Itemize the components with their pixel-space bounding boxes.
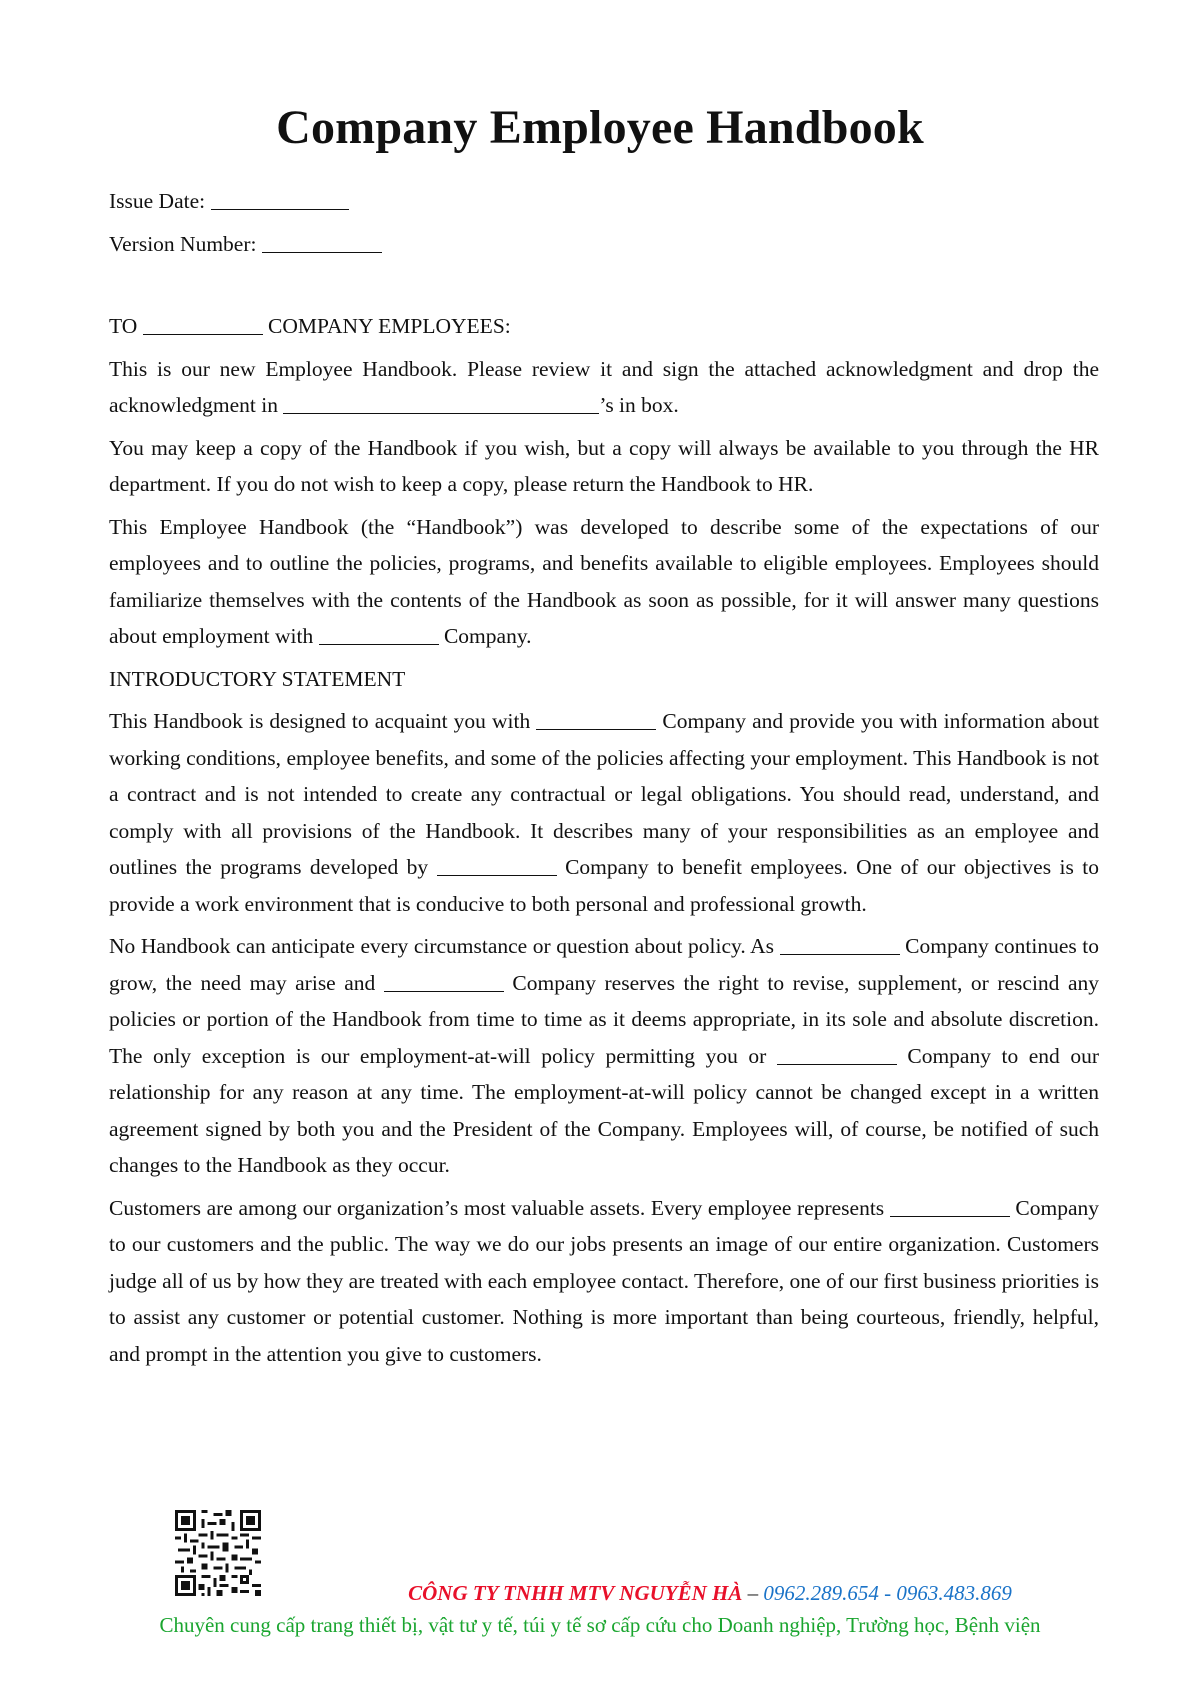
paragraph-text: Customers are among our organization’s most valuable assets. Every employee represents [109, 1195, 885, 1220]
spacer [109, 268, 1099, 308]
paragraph-policy [109, 928, 1099, 1184]
footer-phone-numbers: 0962.289.654 - 0963.483.869 [763, 1581, 1012, 1605]
company-blank[interactable] [777, 1042, 897, 1065]
paragraph-text: Company to end our relationship for any reason at any time. The employment-at-will policy cannot be changed except in a written agreement signed by both you and the President of the Company. Employees will, of course, be notified of such changes to the Handbook as they occur. [109, 1043, 1099, 1177]
paragraph-text: This Handbook is designed to acquaint you with [109, 709, 531, 733]
paragraph-text: Company. [443, 624, 532, 648]
paragraph-text: No Handbook can anticipate every circumstance or question about policy. As [109, 934, 775, 958]
document-body [109, 183, 1099, 1378]
section-heading-introductory: INTRODUCTORY STATEMENT [109, 666, 406, 691]
footer-separator: – [747, 1581, 759, 1605]
to-company-blank[interactable] [143, 313, 263, 336]
version-number-label: Version Number: [109, 231, 257, 256]
to-prefix: TO [109, 314, 138, 338]
paragraph-intro-review [109, 351, 1099, 424]
footer-contact-line [110, 1581, 1200, 1606]
company-blank[interactable] [890, 1194, 1010, 1217]
company-blank[interactable] [536, 708, 656, 731]
footer-tagline: Chuyên cung cấp trang thiết bị, vật tư y tế, túi y tế sơ cấp cứu cho Doanh nghiệp, Trường học, Bệnh viện [159, 1613, 1041, 1637]
document-title: Company Employee Handbook [276, 101, 924, 154]
paragraph-text: ’s in box. [599, 393, 679, 417]
version-number-blank[interactable] [262, 230, 382, 253]
paragraph-text: Company reserves the right to revise, supplement, or rescind any policies or portion of the Handbook from time to time as it deems appropriate, in its sole and absolute discretion. The only exception is our employment-at-will policy permitting you or [109, 970, 1100, 1068]
paragraph-text: Company continues to grow, the need may arise and [109, 934, 1100, 995]
paragraph-introductory [109, 703, 1099, 922]
version-number-line [109, 226, 1099, 263]
paragraph-text: Company and provide you with information about working conditions, employee benefits, and some of the policies affecting your employment. This Handbook is not a contract and is not intended to create any contractual or legal obligations. You should read, understand, and comply with all provisions of the Handbook. It describes many of your responsibilities as an employee and outlines the programs developed by [109, 709, 1099, 879]
paragraph-copy: You may keep a copy of the Handbook if you wish, but a copy will always be available to you through the HR department. If you do not wish to keep a copy, please return the Handbook to HR. [109, 435, 1099, 496]
to-line [109, 308, 1099, 345]
issue-date-label: Issue Date: [109, 189, 206, 213]
paragraph-purpose [109, 509, 1099, 655]
company-blank[interactable] [437, 854, 557, 877]
issue-date-blank[interactable] [211, 188, 349, 211]
paragraph-customers [109, 1190, 1099, 1373]
paragraph-text: Company to our customers and the public. The way we do our jobs presents an image of our entire organization. Customers judge all of us by how they are treated with each employee contact. Therefore, one of our first business priorities is to assist any customer or potential customer. Nothing is more important than being courteous, friendly, helpful, and prompt in the attention you give to customers. [109, 1195, 1100, 1366]
paragraph-text: Company to benefit employees. One of our objectives is to provide a work environment that is conducive to both personal and professional growth. [109, 855, 1100, 916]
company-blank[interactable] [319, 623, 439, 646]
footer-company-name: CÔNG TY TNHH MTV NGUYỄN HÀ [408, 1581, 743, 1605]
paragraph-text: This Employee Handbook (the “Handbook”) was developed to describe some of the expectations of our employees and to outline the policies, programs, and benefits available to eligible employees. Employees should familiarize themselves with the contents of the Handbook as soon as possible, for it will answer many questions about employment with [109, 514, 1099, 648]
issue-date-line [109, 183, 1099, 220]
inbox-name-blank[interactable] [283, 392, 599, 415]
paragraph-text: This is our new Employee Handbook. Please review it and sign the attached acknowledgment and drop the acknowledgment in [109, 356, 1099, 417]
company-blank[interactable] [780, 933, 900, 956]
to-suffix: COMPANY EMPLOYEES: [268, 314, 511, 338]
company-blank[interactable] [384, 969, 504, 992]
